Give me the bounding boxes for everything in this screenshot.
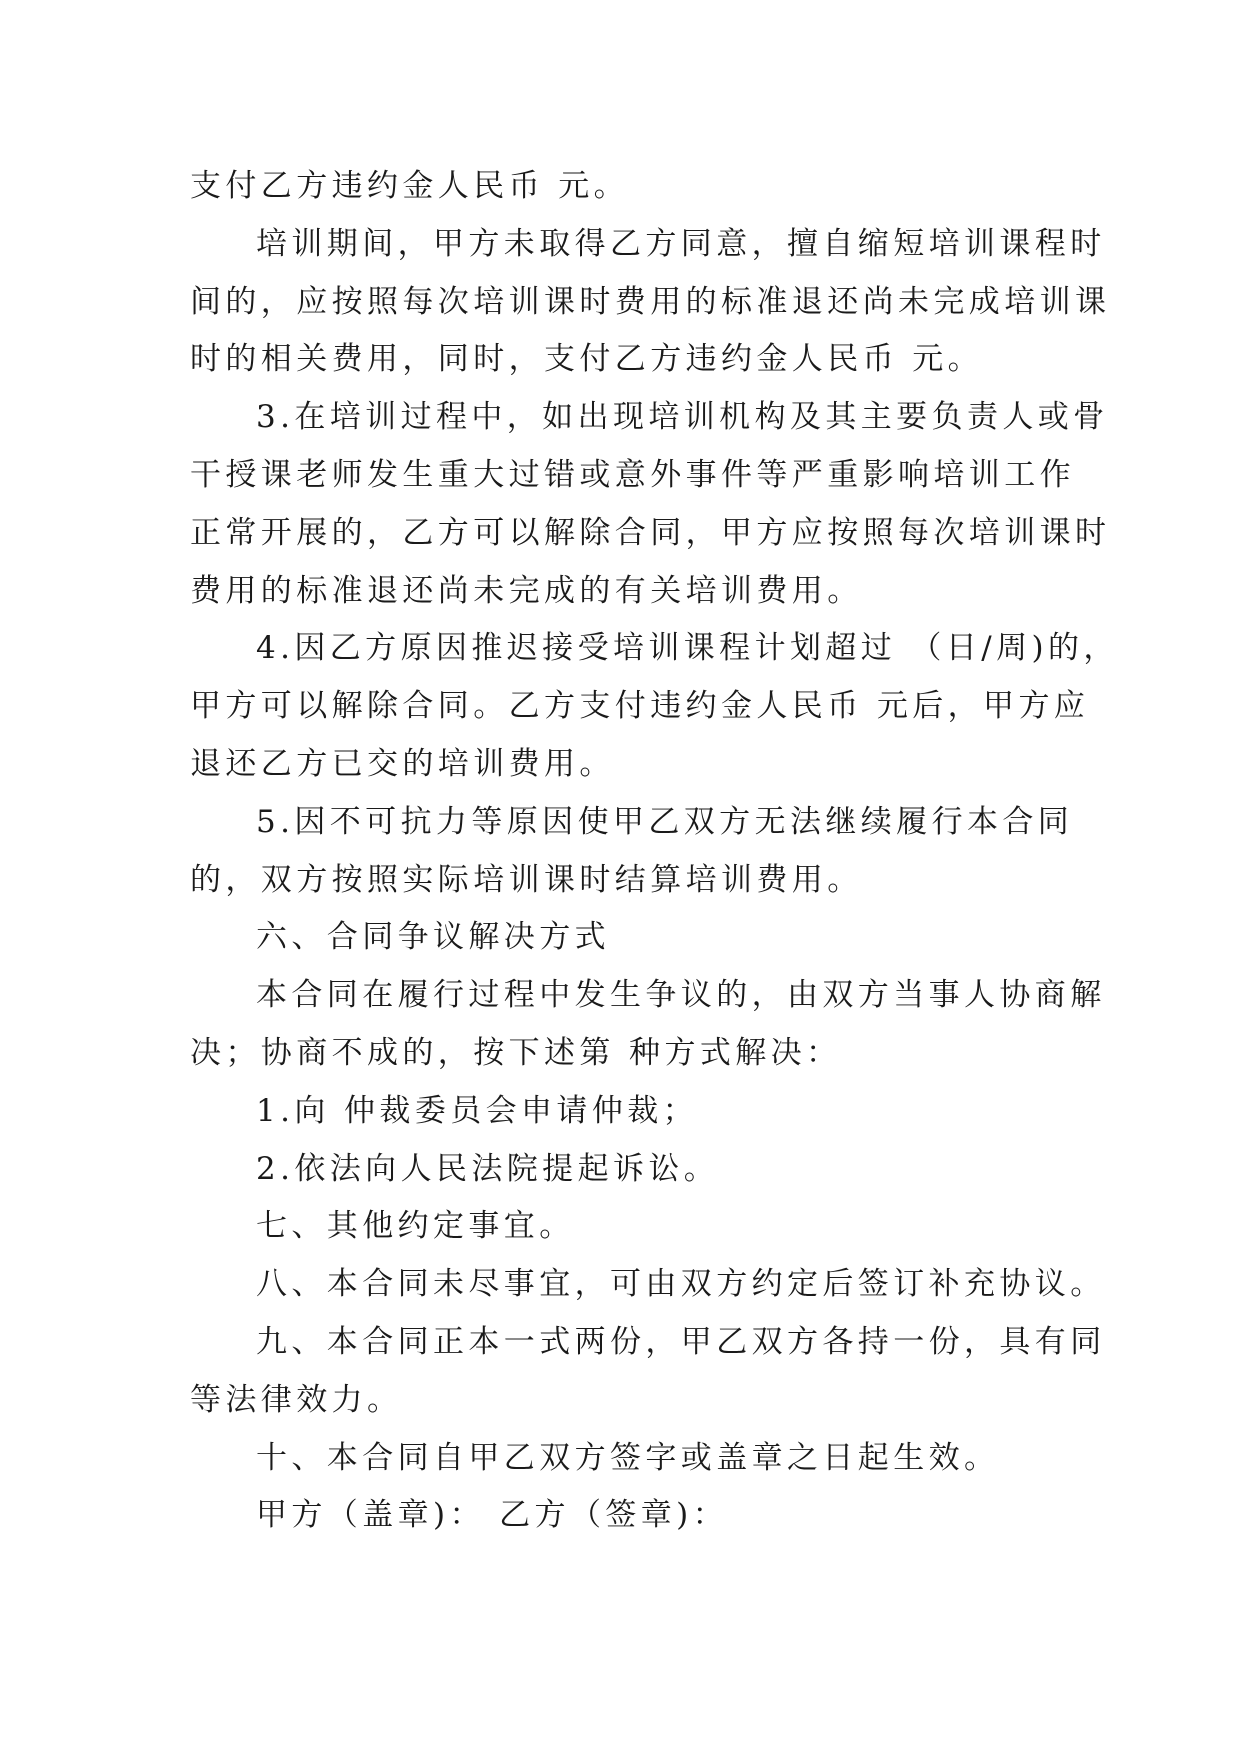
text-line: 培训期间，甲方未取得乙方同意，擅自缩短培训课程时 [256, 225, 1106, 262]
text-line: 4.因乙方原因推迟接受培训课程计划超过 （日/周)的， [256, 630, 1119, 667]
text-line: 决；协商不成的，按下述第 种方式解决： [190, 1034, 842, 1071]
text-line: 时的相关费用，同时，支付乙方违约金人民币 元。 [190, 341, 984, 378]
text-line: 支付乙方违约金人民币 元。 [190, 168, 630, 204]
text-line: 费用的标准退还尚未完成的有关培训费用。 [190, 572, 863, 609]
text-line: 甲方可以解除合同。乙方支付违约金人民币 元后，甲方应 [190, 688, 1090, 725]
text-line: 1.向 仲裁委员会申请仲裁； [256, 1092, 699, 1129]
section-heading: 六、合同争议解决方式 [256, 919, 610, 956]
text-line: 3.在培训过程中，如出现培训机构及其主要负责人或骨 [256, 399, 1109, 436]
text-line: 间的，应按照每次培训课时费用的标准退还尚未完成培训课 [190, 283, 1111, 320]
text-line: 等法律效力。 [190, 1381, 403, 1418]
text-line: 本合同在履行过程中发生争议的，由双方当事人协商解 [256, 977, 1106, 1014]
section-heading: 七、其他约定事宜。 [256, 1208, 575, 1245]
text-line: 5.因不可抗力等原因使甲乙双方无法继续履行本合同 [256, 803, 1074, 840]
text-line: 干授课老师发生重大过错或意外事件等严重影响培训工作 [190, 456, 1075, 493]
text-line: 的，双方按照实际培训课时结算培训费用。 [190, 861, 863, 898]
signature-line: 甲方（盖章)： 乙方（签章)： [256, 1497, 729, 1534]
contract-text [190, 158, 1119, 1545]
section-heading: 八、本合同未尽事宜，可由双方约定后签订补充协议。 [256, 1266, 1106, 1303]
section-heading: 九、本合同正本一式两份，甲乙双方各持一份，具有同 [256, 1323, 1106, 1360]
text-line: 正常开展的，乙方可以解除合同，甲方应按照每次培训课时 [190, 514, 1111, 551]
section-heading: 十、本合同自甲乙双方签字或盖章之日起生效。 [256, 1439, 1000, 1476]
text-line: 退还乙方已交的培训费用。 [190, 745, 615, 782]
text-line: 2.依法向人民法院提起诉讼。 [256, 1150, 720, 1187]
